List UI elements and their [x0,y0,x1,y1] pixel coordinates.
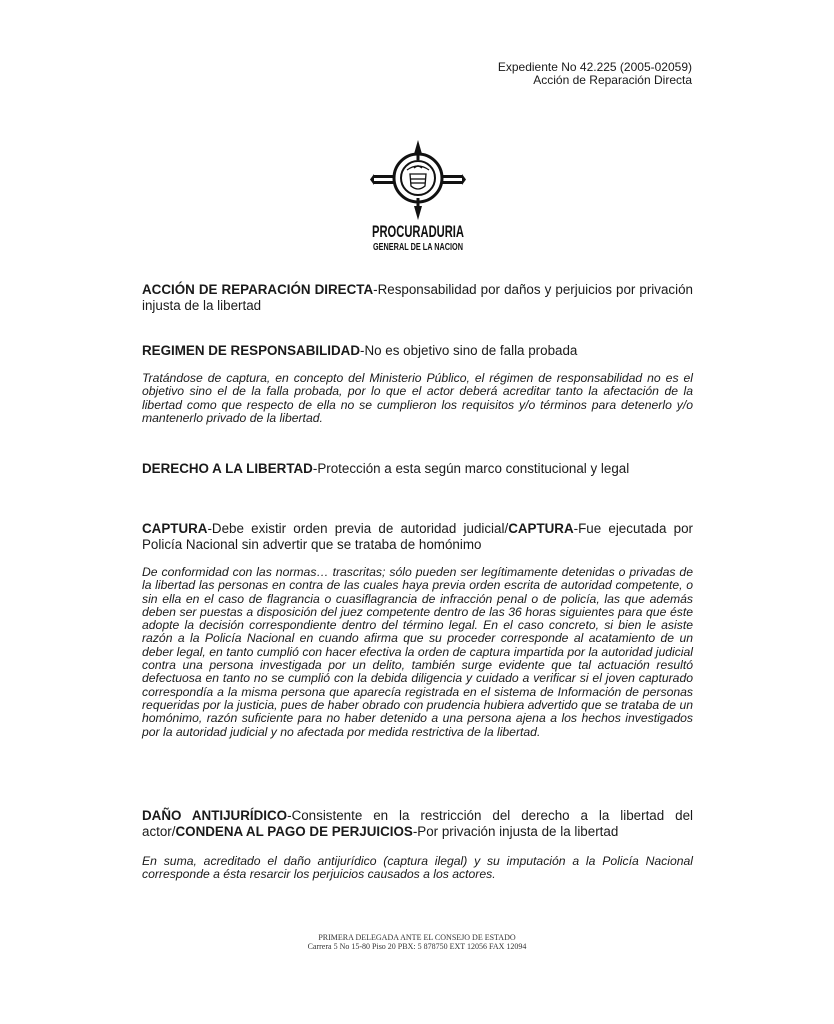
logo-line1: PROCURADURIA [372,222,464,241]
section-heading [142,521,693,553]
section-subtitle-2: -Por privación injusta de la libertad [412,824,619,839]
section-dano-antijuridico [142,808,693,882]
section-heading [142,461,693,477]
page-footer [0,933,834,951]
section-accion-reparacion [142,282,693,314]
section-subtitle: -Protección a esta según marco constitucional y legal [312,461,630,476]
action-type: Acción de Reparación Directa [533,73,692,87]
section-captura [142,521,693,739]
logo-line2: GENERAL DE LA NACION [373,242,463,253]
footer-office: PRIMERA DELEGADA ANTE EL CONSEJO DE ESTADO [318,933,516,942]
procuraduria-emblem-icon [370,136,466,256]
procuraduria-logo [370,136,466,256]
section-heading [142,343,693,359]
section-subtitle: -No es objetivo sino de falla probada [360,343,578,358]
section-title: DAÑO ANTIJURÍDICO [142,808,288,823]
section-heading [142,808,693,840]
section-title-2: CAPTURA [508,521,574,536]
section-title: DERECHO A LA LIBERTAD [142,461,313,476]
section-title: REGIMEN DE RESPONSABILIDAD [142,343,360,358]
section-derecho-libertad [142,461,693,477]
case-number: Expediente No 42.225 (2005-02059) [497,60,692,74]
section-subtitle-2: -Fue ejecutada por Policía Nacional sin advertir que se trataba de homónimo [142,521,694,552]
section-regimen-responsabilidad [142,343,693,425]
section-excerpt: De conformidad con las normas… trascritas; sólo pueden ser legítimamente detenidas o privadas de la libertad las personas en contra de las cuales haya previa orden escrita de autoridad competente, o sin ella en el caso de flagrancia o cuasiflagrancia de infracción penal o de policía, las que además deben ser puestas a disposición del juez competente dentro de las 36 horas siguientes para que éste adopte la decisión correspondiente dentro del término legal. En el caso concreto, si bien le asiste razón a la Policía Nacional en cuando afirma que su proceder corresponde al acatamiento de un deber legal, en tanto cumplió con hacer efectiva la orden de captura impartida por la autoridad judicial contra una persona investigada por un delito, también surge evidente que tal actuación resultó defectuosa en tanto no se cumplió con la debida diligencia y cuidado a verificar si el joven capturado correspondía a la misma persona que aparecía registrada en el sistema de Información de personas requeridas por la justicia, pues de haber obrado con prudencia hubiera advertido que se trataba de un homónimo, razón suficiente para no haber detenido a una persona ajena a los hechos investigados por la autoridad judicial y no afectada por medida restrictiva de la libertad. [142,565,693,739]
section-subtitle: -Consistente en la restricción del derecho a la libertad del actor/ [142,808,694,839]
section-title: ACCIÓN DE REPARACIÓN DIRECTA [142,282,374,297]
section-title: CAPTURA [142,521,208,536]
section-excerpt: Tratándose de captura, en concepto del Ministerio Público, el régimen de responsabilidad no es el objetivo sino el de la falla probada, por lo que el actor deberá acreditar tanto la afectación de la libertad como que respecto de ella no se cumplieron los requisitos y/o términos para detenerlo y/o mantenerlo privado de la libertad. [142,371,693,425]
section-subtitle: -Debe existir orden previa de autoridad judicial/ [207,521,509,536]
section-heading [142,282,693,314]
case-header [498,61,692,87]
section-excerpt: En suma, acreditado el daño antijurídico (captura ilegal) y su imputación a la Policía Nacional corresponde a ésta resarcir los perjuicios causados a los actores. [142,854,693,882]
footer-contact: Carrera 5 No 15-80 Piso 20 PBX: 5 878750 EXT 12056 FAX 12094 [307,942,527,951]
section-subtitle: -Responsabilidad por daños y perjuicios por privación injusta de la libertad [142,282,693,313]
section-title-2: CONDENA AL PAGO DE PERJUICIOS [175,824,413,839]
